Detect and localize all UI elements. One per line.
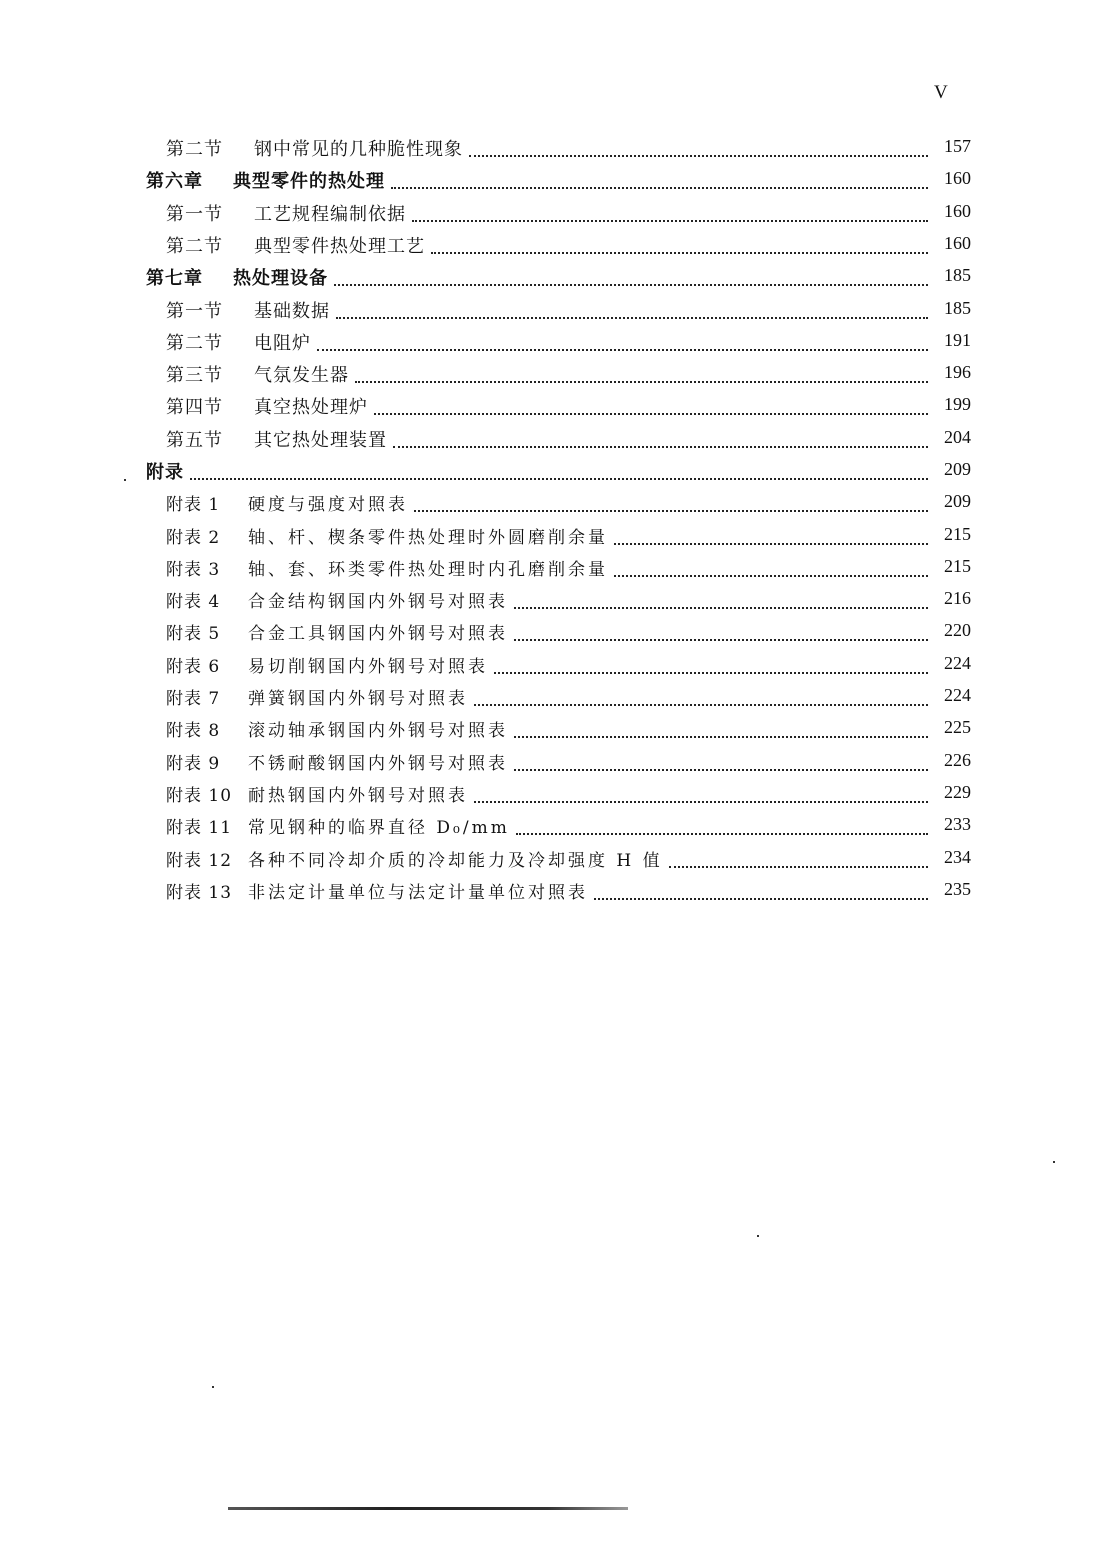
toc-entry (0, 619, 1120, 649)
entry-title: 滚动轴承钢国内外钢号对照表 (248, 721, 508, 741)
dot-leader (614, 561, 928, 577)
entry-number: 第二节 (166, 236, 223, 257)
entry-page-number: 209 (944, 459, 971, 479)
entry-number: 附表 6 (166, 657, 221, 677)
entry-page-number: 224 (944, 685, 971, 705)
entry-title: 气氛发生器 (254, 365, 349, 386)
entry-number: 第五节 (166, 430, 223, 451)
dot-leader (317, 335, 928, 351)
toc-entry (0, 781, 1120, 811)
dot-leader (190, 464, 928, 480)
entry-number: 第七章 (146, 268, 203, 289)
entry-number: 附表 12 (166, 851, 233, 871)
entry-title: 非法定计量单位与法定计量单位对照表 (248, 883, 588, 903)
entry-page-number: 160 (944, 168, 971, 188)
dot-leader (334, 270, 928, 286)
toc-entry (0, 393, 1120, 423)
entry-title: 硬度与强度对照表 (248, 495, 408, 515)
dot-leader (391, 173, 928, 189)
entry-title: 轴、套、环类零件热处理时内孔磨削余量 (248, 560, 608, 580)
toc-entry (0, 329, 1120, 359)
dot-leader (336, 303, 928, 319)
toc-entry (0, 361, 1120, 391)
toc-entry (0, 846, 1120, 876)
entry-title: 常见钢种的临界直径 D₀/mm (248, 818, 510, 838)
entry-title: 耐热钢国内外钢号对照表 (248, 786, 468, 806)
entry-page-number: 199 (944, 394, 971, 414)
entry-title: 其它热处理装置 (254, 430, 387, 451)
entry-title: 工艺规程编制依据 (254, 204, 406, 225)
entry-number: 附表 5 (166, 624, 221, 644)
entry-page-number: 225 (944, 717, 971, 737)
entry-number: 附表 13 (166, 883, 233, 903)
entry-page-number: 185 (944, 298, 971, 318)
dot-leader (514, 755, 928, 771)
entry-page-number: 216 (944, 588, 971, 608)
toc-entry (0, 490, 1120, 520)
entry-number: 第六章 (146, 171, 203, 192)
toc-entry (0, 200, 1120, 230)
entry-title: 易切削钢国内外钢号对照表 (248, 657, 488, 677)
toc-entry (0, 684, 1120, 714)
entry-page-number: 235 (944, 879, 971, 899)
entry-page-number: 204 (944, 427, 971, 447)
entry-title: 典型零件的热处理 (233, 171, 385, 192)
entry-page-number: 234 (944, 847, 971, 867)
dot-leader (514, 722, 928, 738)
entry-page-number: 191 (944, 330, 971, 350)
toc-entry (0, 523, 1120, 553)
dot-leader (474, 787, 928, 803)
dot-leader (393, 432, 928, 448)
entry-number: 第一节 (166, 301, 223, 322)
entry-page-number: 224 (944, 653, 971, 673)
toc-entry (0, 716, 1120, 746)
dot-leader (514, 593, 928, 609)
scan-speck (212, 1386, 214, 1388)
entry-title: 各种不同冷却介质的冷却能力及冷却强度 H 值 (248, 851, 663, 871)
entry-number: 附表 7 (166, 689, 221, 709)
toc-entry (0, 587, 1120, 617)
dot-leader (355, 367, 928, 383)
entry-title: 热处理设备 (233, 268, 328, 289)
entry-title: 不锈耐酸钢国内外钢号对照表 (248, 754, 508, 774)
toc-entry (0, 167, 1120, 197)
toc-entry (0, 652, 1120, 682)
entry-title: 合金结构钢国内外钢号对照表 (248, 592, 508, 612)
entry-number: 附表 1 (166, 495, 221, 515)
entry-title: 基础数据 (254, 301, 330, 322)
entry-page-number: 196 (944, 362, 971, 382)
entry-page-number: 160 (944, 233, 971, 253)
dot-leader (412, 206, 928, 222)
entry-title: 合金工具钢国内外钢号对照表 (248, 624, 508, 644)
entry-number: 第二节 (166, 333, 223, 354)
entry-number: 附表 3 (166, 560, 221, 580)
entry-title: 电阻炉 (254, 333, 311, 354)
dot-leader (374, 399, 928, 415)
entry-title: 钢中常见的几种脆性现象 (254, 139, 463, 160)
entry-page-number: 215 (944, 556, 971, 576)
dot-leader (414, 496, 928, 512)
entry-page-number: 226 (944, 750, 971, 770)
entry-number: 附表 4 (166, 592, 221, 612)
entry-number: 附表 10 (166, 786, 233, 806)
entry-page-number: 233 (944, 814, 971, 834)
entry-number: 附录 (146, 462, 184, 483)
entry-number: 第二节 (166, 139, 223, 160)
entry-title: 轴、杆、楔条零件热处理时外圆磨削余量 (248, 528, 608, 548)
toc-entry (0, 297, 1120, 327)
dot-leader (594, 884, 928, 900)
dot-leader (494, 658, 928, 674)
entry-page-number: 209 (944, 491, 971, 511)
scan-speck (757, 1235, 759, 1237)
entry-page-number: 215 (944, 524, 971, 544)
toc-entry (0, 232, 1120, 262)
entry-number: 附表 8 (166, 721, 221, 741)
scan-speck (124, 479, 126, 481)
entry-title: 真空热处理炉 (254, 397, 368, 418)
entry-page-number: 220 (944, 620, 971, 640)
entry-page-number: 185 (944, 265, 971, 285)
dot-leader (474, 690, 928, 706)
toc-entry (0, 749, 1120, 779)
toc-entry (0, 426, 1120, 456)
entry-page-number: 160 (944, 201, 971, 221)
entry-number: 第一节 (166, 204, 223, 225)
entry-number: 第三节 (166, 365, 223, 386)
toc-entry (0, 813, 1120, 843)
dot-leader (614, 529, 928, 545)
entry-title: 典型零件热处理工艺 (254, 236, 425, 257)
entry-number: 第四节 (166, 397, 223, 418)
dot-leader (431, 238, 928, 254)
dot-leader (669, 852, 928, 868)
entry-number: 附表 11 (166, 818, 233, 838)
entry-number: 附表 9 (166, 754, 221, 774)
page-number: V (934, 82, 948, 103)
entry-number: 附表 2 (166, 528, 221, 548)
scan-speck (1053, 1161, 1055, 1163)
dot-leader (514, 625, 928, 641)
toc-entry (0, 135, 1120, 165)
toc-entry (0, 878, 1120, 908)
entry-page-number: 157 (944, 136, 971, 156)
dot-leader (516, 819, 928, 835)
toc-entry (0, 264, 1120, 294)
footer-rule (228, 1507, 628, 1510)
entry-page-number: 229 (944, 782, 971, 802)
toc-entry (0, 458, 1120, 488)
entry-title: 弹簧钢国内外钢号对照表 (248, 689, 468, 709)
toc-entry (0, 555, 1120, 585)
dot-leader (469, 141, 928, 157)
